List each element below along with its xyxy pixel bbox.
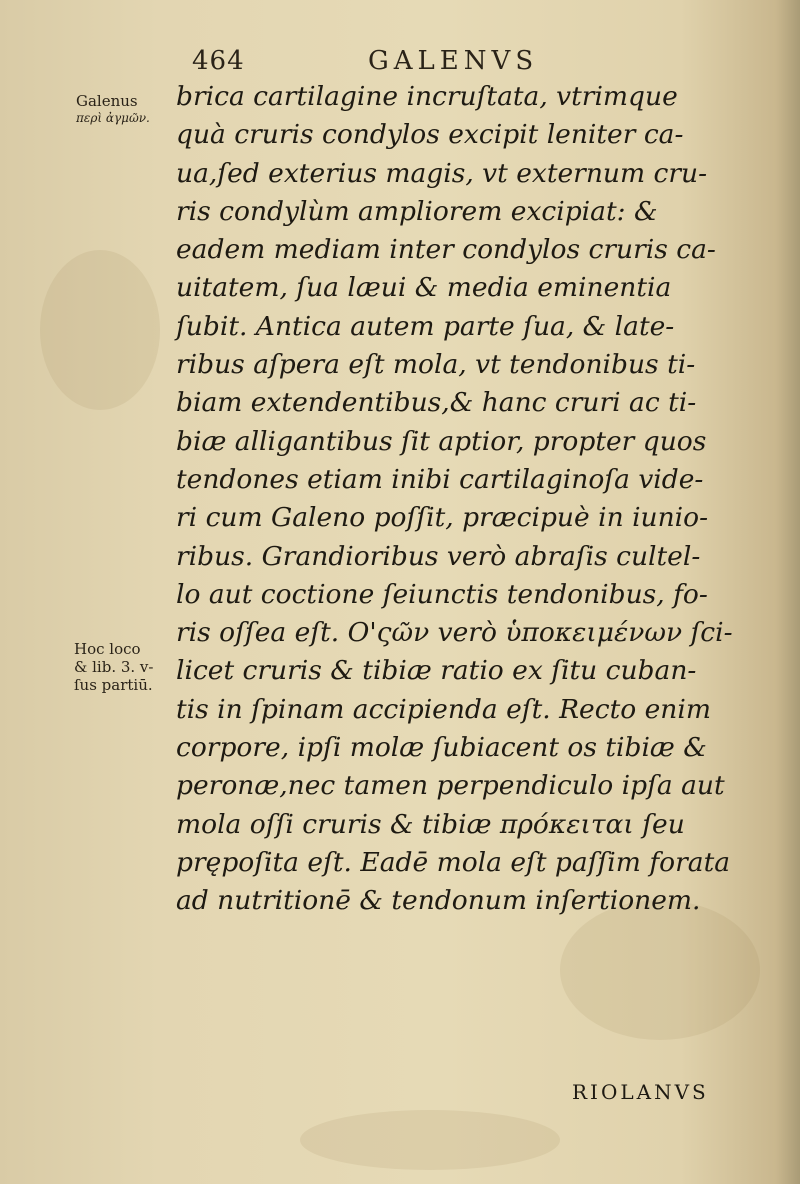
margin-note-line: περὶ ἀγμῶν. (76, 111, 150, 125)
paper-stain (300, 1110, 560, 1170)
text-line: tis in ſpinam accipienda eſt. Recto enim (176, 693, 711, 725)
running-head: GALENVS (368, 46, 539, 76)
text-line: mola oſſi cruris & tibiæ πρόκειται ſeu (176, 808, 685, 840)
margin-note-line: & lib. 3. v- (74, 658, 154, 676)
text-line: prępoſita eſt. Eadē mola eſt paſſim forata (176, 846, 731, 878)
page-number: 464 (192, 46, 245, 76)
margin-note-line: Hoc loco (74, 640, 141, 658)
page-header (0, 40, 800, 80)
text-line: peronæ,nec tamen perpendiculo ipſa aut (176, 770, 725, 802)
margin-note-line: Galenus (76, 92, 138, 110)
text-line: tendones etiam inibi cartilaginoſa vide- (176, 463, 704, 495)
text-line: corpore, ipſi molæ ſubiacent os tibiæ & (176, 732, 707, 764)
text-line: biam extendentibus,& hanc cruri ac ti- (176, 387, 697, 419)
text-line: licet cruris & tibiæ ratio ex ſitu cuban- (176, 655, 697, 687)
body-text (176, 78, 736, 921)
text-line: ribus. Grandioribus verò abraſis cultel- (176, 540, 701, 572)
catchword: RIOLANVS (572, 1080, 709, 1104)
margin-note-line: ſus partiū. (74, 676, 153, 694)
text-line: ua,ſed exterius magis, vt externum cru- (176, 157, 708, 189)
paper-stain (560, 900, 760, 1040)
margin-note-galenus (76, 92, 176, 126)
text-line: biæ alligantibus ſit aptior, propter quos (176, 425, 707, 457)
paper-stain (40, 250, 160, 410)
text-line: ri cum Galeno poſſit, præcipuè in iunio- (176, 502, 709, 534)
margin-note-hocloco (74, 640, 178, 694)
text-line: ris condylùm ampliorem excipiat: & (176, 195, 658, 227)
text-line: ribus aſpera eſt mola, vt tendonibus ti- (176, 349, 696, 381)
text-line: ſubit. Antica autem parte ſua, & late- (176, 310, 675, 342)
text-line: brica cartilagine incruſtata, vtrimque (176, 81, 678, 112)
text-line: quà cruris condylos excipit leniter ca- (176, 119, 684, 151)
text-line: lo aut coctione ſeiunctis tendonibus, fo- (176, 578, 708, 610)
text-line: ad nutritionē & tendonum inſertionem. (176, 885, 701, 917)
text-line: uitatem, ſua læui & media eminentia (176, 272, 672, 304)
text-line: eadem mediam inter condylos cruris ca- (176, 234, 716, 266)
text-line: ris oſſea eſt. Ο'ςῶν verò ὑποκειμένων ſci- (176, 617, 733, 649)
